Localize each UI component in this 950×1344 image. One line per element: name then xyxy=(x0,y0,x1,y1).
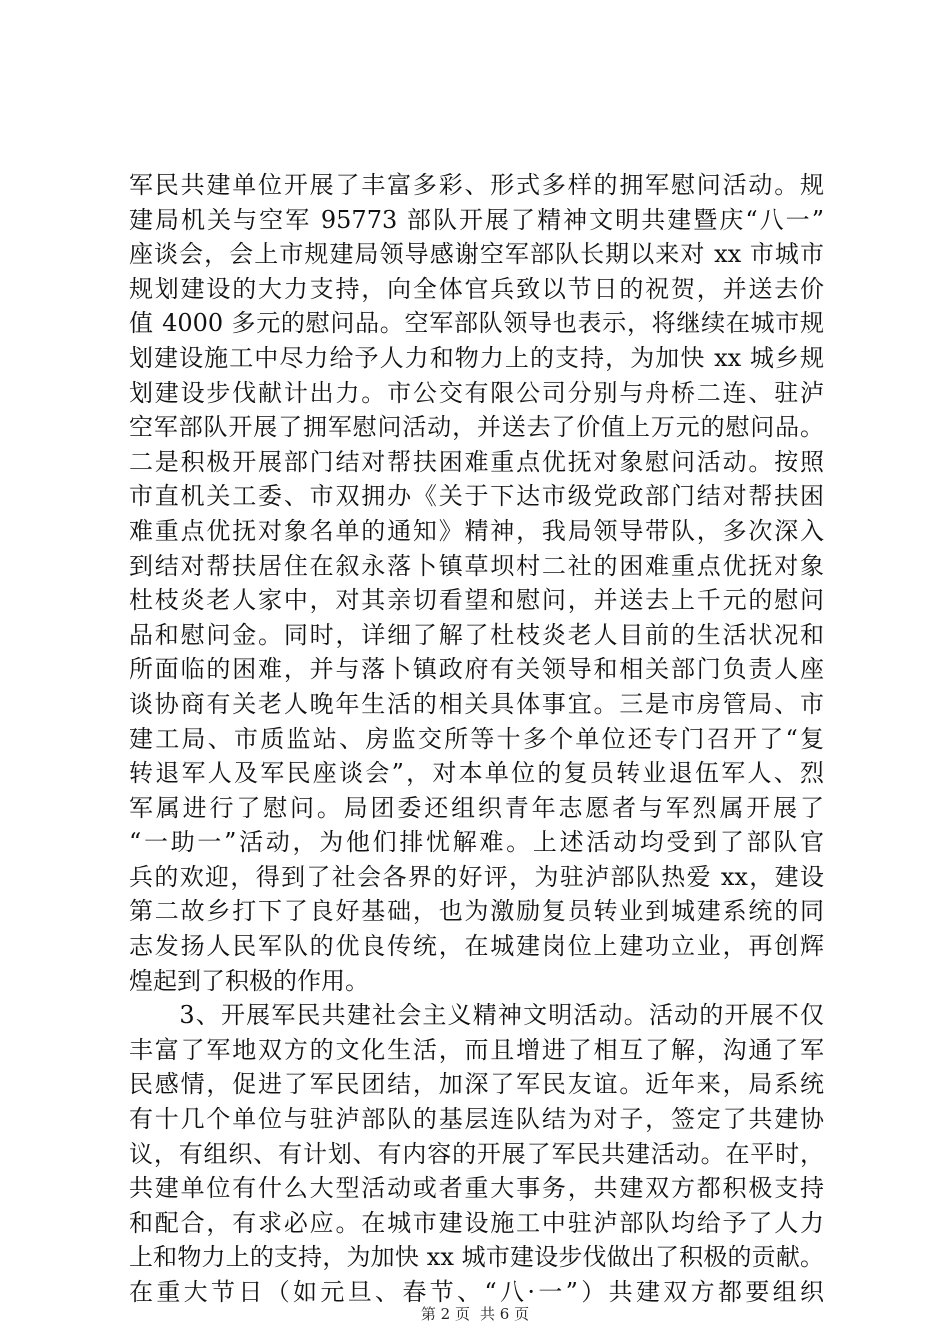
text-line: “一助一”活动，为他们排忧解难。上述活动均受到了部队官 xyxy=(129,828,824,857)
page-footer xyxy=(0,1303,950,1324)
page-total: 共 6 页 xyxy=(480,1305,530,1323)
text-line: 座谈会，会上市规建局领导感谢空军部队长期以来对 xx 市城市 xyxy=(129,240,824,269)
text-line: 军属进行了慰问。局团委还组织青年志愿者与军烈属开展了 xyxy=(129,793,824,822)
page-number: 第 2 页 xyxy=(420,1305,470,1323)
text-line: 划建设施工中尽力给予人力和物力上的支持，为加快 xx 城乡规 xyxy=(129,343,824,372)
text-line: 规划建设的大力支持，向全体官兵致以节日的祝贺，并送去价 xyxy=(129,274,824,303)
text-line: 丰富了军地双方的文化生活，而且增进了相互了解，沟通了军 xyxy=(129,1035,824,1064)
text-line: 3、开展军民共建社会主义精神文明活动。活动的开展不仅 xyxy=(129,1001,824,1030)
text-line: 建工局、市质监站、房监交所等十多个单位还专门召开了“复 xyxy=(129,724,824,753)
text-line: 军民共建单位开展了丰富多彩、形式多样的拥军慰问活动。规 xyxy=(129,171,824,199)
text-line: 转退军人及军民座谈会”，对本单位的复员转业退伍军人、烈 xyxy=(129,759,824,788)
text-line: 志发扬人民军队的优良传统，在城建岗位上建功立业，再创辉 xyxy=(129,932,824,961)
text-line: 难重点优抚对象名单的通知》精神，我局领导带队，多次深入 xyxy=(129,516,824,545)
text-line: 划建设步伐献计出力。市公交有限公司分别与舟桥二连、驻泸 xyxy=(129,378,824,407)
text-line: 市直机关工委、市双拥办《关于下达市级党政部门结对帮扶困 xyxy=(129,482,824,511)
text-line: 杜枝炎老人家中，对其亲切看望和慰问，并送去上千元的慰问 xyxy=(129,586,824,615)
text-line: 二是积极开展部门结对帮扶困难重点优抚对象慰问活动。按照 xyxy=(129,447,824,476)
text-line: 议，有组织、有计划、有内容的开展了军民共建活动。在平时， xyxy=(129,1139,824,1168)
text-line: 煌起到了积极的作用。 xyxy=(129,966,369,995)
text-line: 空军部队开展了拥军慰问活动，并送去了价值上万元的慰问品。 xyxy=(129,413,824,442)
text-line: 品和慰问金。同时，详细了解了杜枝炎老人目前的生活状况和 xyxy=(129,620,824,649)
text-line: 共建单位有什么大型活动或者重大事务，共建双方都积极支持 xyxy=(129,1174,824,1203)
text-line: 值 4000 多元的慰问品。空军部队领导也表示，将继续在城市规 xyxy=(129,309,824,338)
text-line: 和配合，有求必应。在城市建设施工中驻泸部队均给予了人力 xyxy=(129,1208,824,1237)
text-line: 谈协商有关老人晚年生活的相关具体事宜。三是市房管局、市 xyxy=(129,689,824,718)
text-line: 第二故乡打下了良好基础，也为激励复员转业到城建系统的同 xyxy=(129,897,824,926)
body-text xyxy=(129,168,824,1310)
text-line: 到结对帮扶居住在叙永落卜镇草坝村二社的困难重点优抚对象 xyxy=(129,551,824,580)
text-line: 民感情，促进了军民团结，加深了军民友谊。近年来，局系统 xyxy=(129,1070,824,1099)
text-line: 有十几个单位与驻泸部队的基层连队结为对子，签定了共建协 xyxy=(129,1105,824,1134)
text-line: 建局机关与空军 95773 部队开展了精神文明共建暨庆“八一” xyxy=(129,205,824,234)
text-line: 上和物力上的支持，为加快 xx 城市建设步伐做出了积极的贡献。 xyxy=(129,1243,824,1272)
text-line: 在重大节日（如元旦、春节、“八·一”）共建双方都要组织 xyxy=(129,1278,824,1306)
text-line: 所面临的困难，并与落卜镇政府有关领导和相关部门负责人座 xyxy=(129,655,824,684)
text-line: 兵的欢迎，得到了社会各界的好评，为驻泸部队热爱 xx，建设 xyxy=(129,862,824,891)
